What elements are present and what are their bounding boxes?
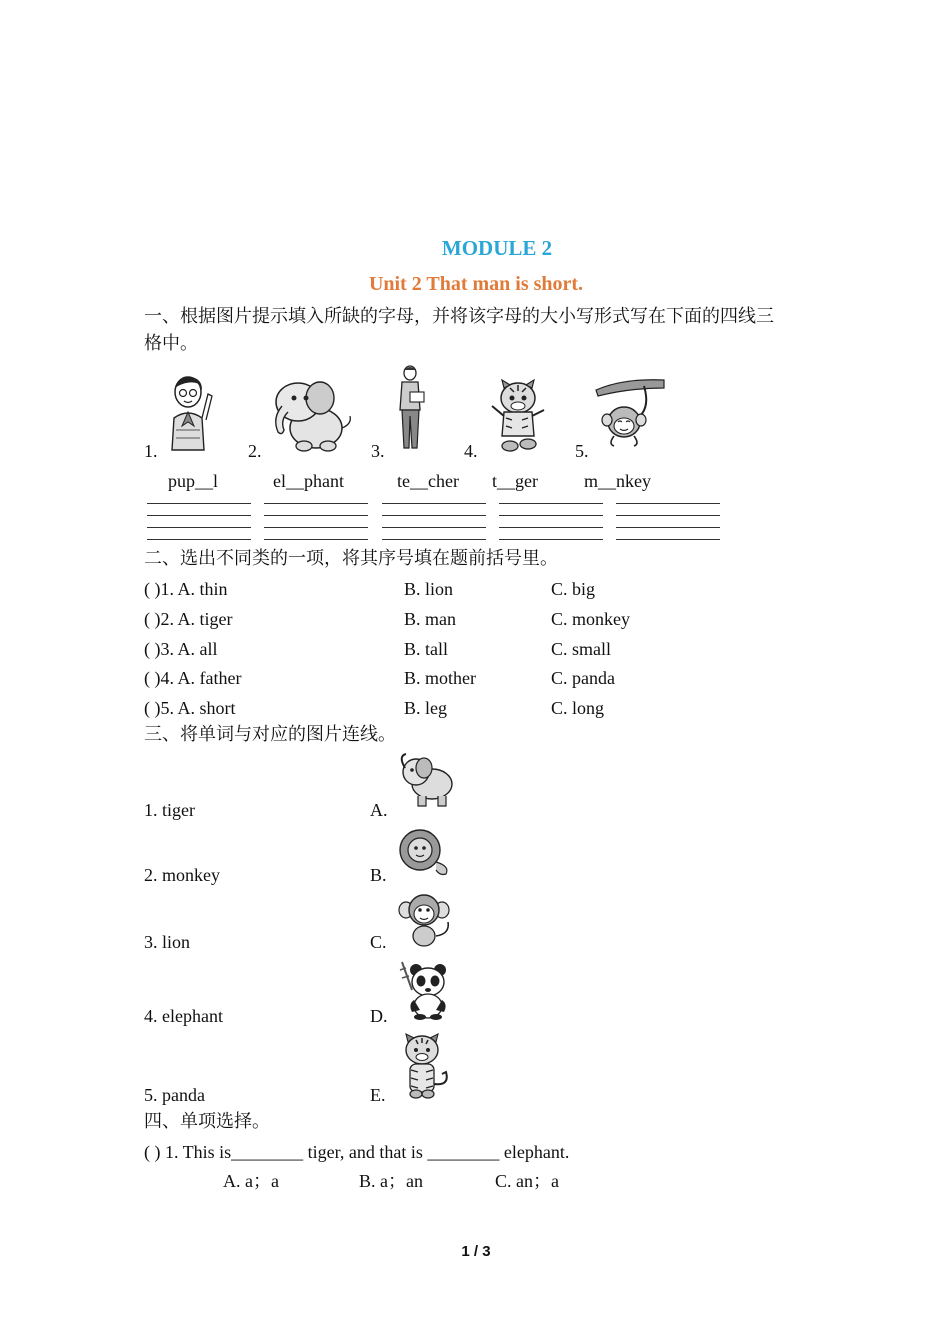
s1-word-blank: m__nkey [584, 471, 651, 491]
s2-question: ( )4. A. father [144, 668, 242, 688]
section2-instruction: 二、选出不同类的一项，将其序号填在题前括号里。 [144, 548, 558, 569]
s2-option-c: C. monkey [551, 609, 630, 629]
s2-option-b: B. tall [404, 639, 448, 659]
s2-option-c: C. long [551, 698, 605, 718]
section3-instruction: 三、将单词与对应的图片连线。 [144, 724, 396, 745]
s3-word: 1. tiger [144, 800, 195, 820]
four-line-grid[interactable] [499, 503, 603, 539]
s4-option-b[interactable]: B. a；an [359, 1171, 423, 1191]
s1-item-number: 1. [144, 441, 158, 461]
s4-question-1: ( ) 1. This is________ tiger, and that is ________ elephant. [144, 1142, 570, 1162]
unit-title: Unit 2 That man is short. [368, 273, 584, 295]
section1-instruction-line2: 格中。 [144, 333, 198, 354]
tiger-picture [394, 1032, 454, 1100]
elephant-picture [270, 376, 354, 454]
s2-question: ( )5. A. short [144, 698, 236, 718]
s3-word: 5. panda [144, 1085, 205, 1105]
s2-option-b: B. man [404, 609, 456, 629]
s3-word: 4. elephant [144, 1006, 223, 1026]
s3-letter: A. [370, 800, 388, 820]
s1-word-blank: el__phant [273, 471, 344, 491]
module-title: MODULE 2 [441, 236, 553, 260]
elephant-picture [396, 752, 456, 808]
page-number: 1 / 3 [461, 1243, 491, 1260]
s3-letter: C. [370, 932, 387, 952]
s4-option-c[interactable]: C. an；a [495, 1171, 559, 1191]
s1-item-number: 3. [371, 441, 385, 461]
four-line-grid[interactable] [264, 503, 368, 539]
s3-letter: D. [370, 1006, 388, 1026]
s1-word-blank: pup__l [168, 471, 219, 491]
s1-word-blank: te__cher [397, 471, 459, 491]
s1-item-number: 5. [575, 441, 589, 461]
s3-word: 3. lion [144, 932, 191, 952]
section4-instruction: 四、单项选择。 [144, 1111, 270, 1132]
s1-item-number: 4. [464, 441, 478, 461]
s2-question: ( )3. A. all [144, 639, 218, 659]
s3-letter: B. [370, 865, 387, 885]
s1-item-number: 2. [248, 441, 262, 461]
s2-option-c: C. small [551, 639, 612, 659]
s2-option-b: B. mother [404, 668, 476, 688]
monkey-picture [594, 376, 666, 448]
lion-picture [396, 826, 452, 878]
s2-option-c: C. big [551, 579, 596, 599]
tiger-picture [488, 376, 550, 454]
s3-letter: E. [370, 1085, 386, 1105]
four-line-grid[interactable] [382, 503, 486, 539]
teacher-picture [392, 364, 432, 450]
s2-option-c: C. panda [551, 668, 615, 688]
panda-picture [396, 960, 452, 1020]
s3-word: 2. monkey [144, 865, 220, 885]
s2-option-b: B. leg [404, 698, 447, 718]
four-line-grid[interactable] [147, 503, 251, 539]
pupil-boy-picture [166, 374, 214, 452]
monkey-picture [396, 892, 456, 948]
s2-question: ( )2. A. tiger [144, 609, 233, 629]
section1-instruction-line1: 一、根据图片提示填入所缺的字母，并将该字母的大小写形式写在下面的四线三 [144, 306, 774, 327]
s1-word-blank: t__ger [492, 471, 538, 491]
four-line-grid[interactable] [616, 503, 720, 539]
s2-option-b: B. lion [404, 579, 454, 599]
s2-question: ( )1. A. thin [144, 579, 228, 599]
s4-option-a[interactable]: A. a；a [223, 1171, 279, 1191]
